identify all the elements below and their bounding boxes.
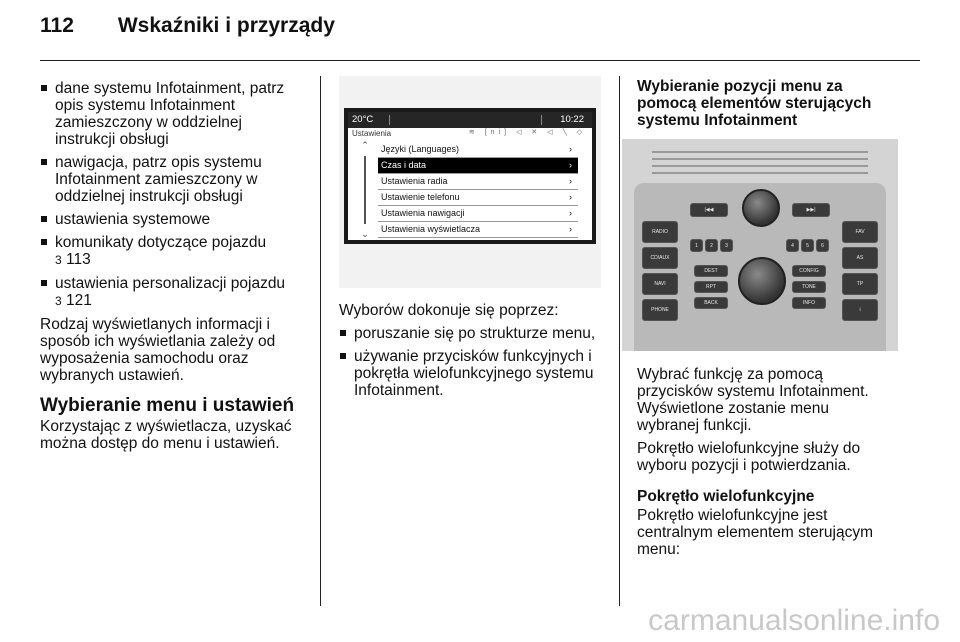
status-bar <box>348 112 592 128</box>
preset-button[interactable]: 1 <box>690 239 703 252</box>
navi-button[interactable]: NAVI <box>642 273 678 295</box>
chevron-right-icon: › <box>569 160 572 170</box>
body-paragraph: Pokrętło wielofunkcyjne jest centralnym elementem sterującym menu: <box>637 507 874 558</box>
phone-button[interactable]: PHONE <box>642 299 678 321</box>
page-header <box>40 14 335 38</box>
body-paragraph: Wybrać funkcję za pomocą przycisków systemu Infotainment. Wyświetlone zostanie menu wybranej funkcji. <box>637 366 869 434</box>
list-item: dane systemu Infotainment, patrz opis systemu Infotainment zamieszczony w oddzielnej instrukcji obsługi <box>40 80 300 148</box>
clock: 10:22 <box>560 114 584 125</box>
page-reference[interactable]: 121 <box>66 292 92 309</box>
screen-title: Ustawienia <box>352 129 392 138</box>
reference-arrow-icon: 3 <box>55 253 62 267</box>
cd-aux-button[interactable]: CD/AUX <box>642 247 678 269</box>
menu-item[interactable]: Ustawienia wyświetlacza › <box>378 222 578 238</box>
column-divider-1 <box>320 76 321 606</box>
display-frame <box>344 108 596 244</box>
body-paragraph: Pokrętło wielofunkcyjne służy do wyboru pozycji i potwierdzania. <box>637 440 861 474</box>
infotainment-screen-figure <box>339 76 601 288</box>
preset-button[interactable]: 6 <box>816 239 829 252</box>
multifunction-knob[interactable] <box>738 257 786 305</box>
page-title: Wskaźniki i przyrządy <box>117 14 335 37</box>
info-i-button[interactable]: i <box>842 299 878 321</box>
chevron-right-icon: › <box>569 208 572 218</box>
menu-item[interactable]: Języki (Languages) › <box>378 142 578 158</box>
rpt-button[interactable]: RPT <box>694 281 728 293</box>
chevron-right-icon: › <box>569 144 572 154</box>
chevron-right-icon: › <box>569 176 572 186</box>
fav-button[interactable]: FAV <box>842 221 878 243</box>
menu-item[interactable]: Ustawienie telefonu › <box>378 190 578 206</box>
list-item: używanie przycisków funkcyjnych i pokrętła wielofunkcyjnego systemu Infotainment. <box>339 348 605 399</box>
scroll-down-icon[interactable]: ⌄ <box>361 229 369 239</box>
radio-button[interactable]: RADIO <box>642 221 678 243</box>
body-paragraph: Wyborów dokonuje się poprzez: <box>339 302 559 319</box>
menu-item[interactable]: Ustawienia nawigacji › <box>378 206 578 222</box>
column-1 <box>40 80 308 458</box>
column-divider-2 <box>619 76 620 606</box>
column-3 <box>637 78 907 131</box>
chevron-right-icon: › <box>569 192 572 202</box>
page-number: 112 <box>40 14 74 37</box>
watermark: carmanualsonline.info <box>648 604 940 637</box>
reference-arrow-icon: 3 <box>55 294 62 308</box>
preset-button[interactable]: 4 <box>786 239 799 252</box>
column-2 <box>339 302 605 405</box>
seek-forward-button[interactable]: ▶▶| <box>792 203 830 217</box>
power-volume-knob[interactable] <box>742 189 780 227</box>
list-item: ustawienia personalizacji pojazdu 3 121 <box>40 275 308 310</box>
list-item: poruszanie się po strukturze menu, <box>339 325 605 342</box>
header-rule <box>40 60 920 61</box>
list-item: komunikaty dotyczące pojazdu 3 113 <box>40 234 308 269</box>
scrollbar[interactable] <box>358 140 372 239</box>
body-paragraph: Rodzaj wyświetlanych informacji i sposób ich wyświetlania zależy od wyposażenia samochodu oraz wybranych ustawień. <box>40 316 276 384</box>
scroll-up-icon[interactable]: ⌃ <box>361 140 369 150</box>
list-item: nawigacja, patrz opis systemu Infotainment zamieszczony w oddzielnej instrukcji obsługi <box>40 154 283 205</box>
list-item: ustawienia systemowe <box>40 211 308 228</box>
menu-item[interactable]: Ustawienia radia › <box>378 174 578 190</box>
column-3-body <box>637 366 907 564</box>
subsection-heading: Pokrętło wielofunkcyjne <box>637 488 815 505</box>
preset-button[interactable]: 2 <box>705 239 718 252</box>
dest-button[interactable]: DEST <box>694 265 728 277</box>
tp-button[interactable]: TP <box>842 273 878 295</box>
section-heading: Wybieranie menu i ustawień <box>40 395 295 416</box>
as-button[interactable]: AS <box>842 247 878 269</box>
infotainment-control-panel-figure <box>622 139 898 351</box>
seek-back-button[interactable]: |◀◀ <box>690 203 728 217</box>
section-heading: Wybieranie pozycji menu za pomocą elementów sterujących systemu Infotainment <box>637 78 872 129</box>
chevron-right-icon: › <box>569 224 572 234</box>
back-button[interactable]: BACK <box>694 297 728 309</box>
page-reference[interactable]: 113 <box>66 251 91 268</box>
preset-button[interactable]: 3 <box>720 239 733 252</box>
temperature: 20°C <box>352 114 374 125</box>
menu-item-selected[interactable]: Czas i data › <box>378 158 578 174</box>
config-button[interactable]: CONFIG <box>792 265 826 277</box>
tone-button[interactable]: TONE <box>792 281 826 293</box>
status-icons: ≋ [ni] ◁ ✕ ◁ ╲ ◇ <box>468 129 586 136</box>
control-panel <box>634 183 886 351</box>
menu-list <box>378 142 578 238</box>
preset-button[interactable]: 5 <box>801 239 814 252</box>
info-button[interactable]: INFO <box>792 297 826 309</box>
body-paragraph: Korzystając z wyświetlacza, uzyskać można dostęp do menu i ustawień. <box>40 418 292 452</box>
